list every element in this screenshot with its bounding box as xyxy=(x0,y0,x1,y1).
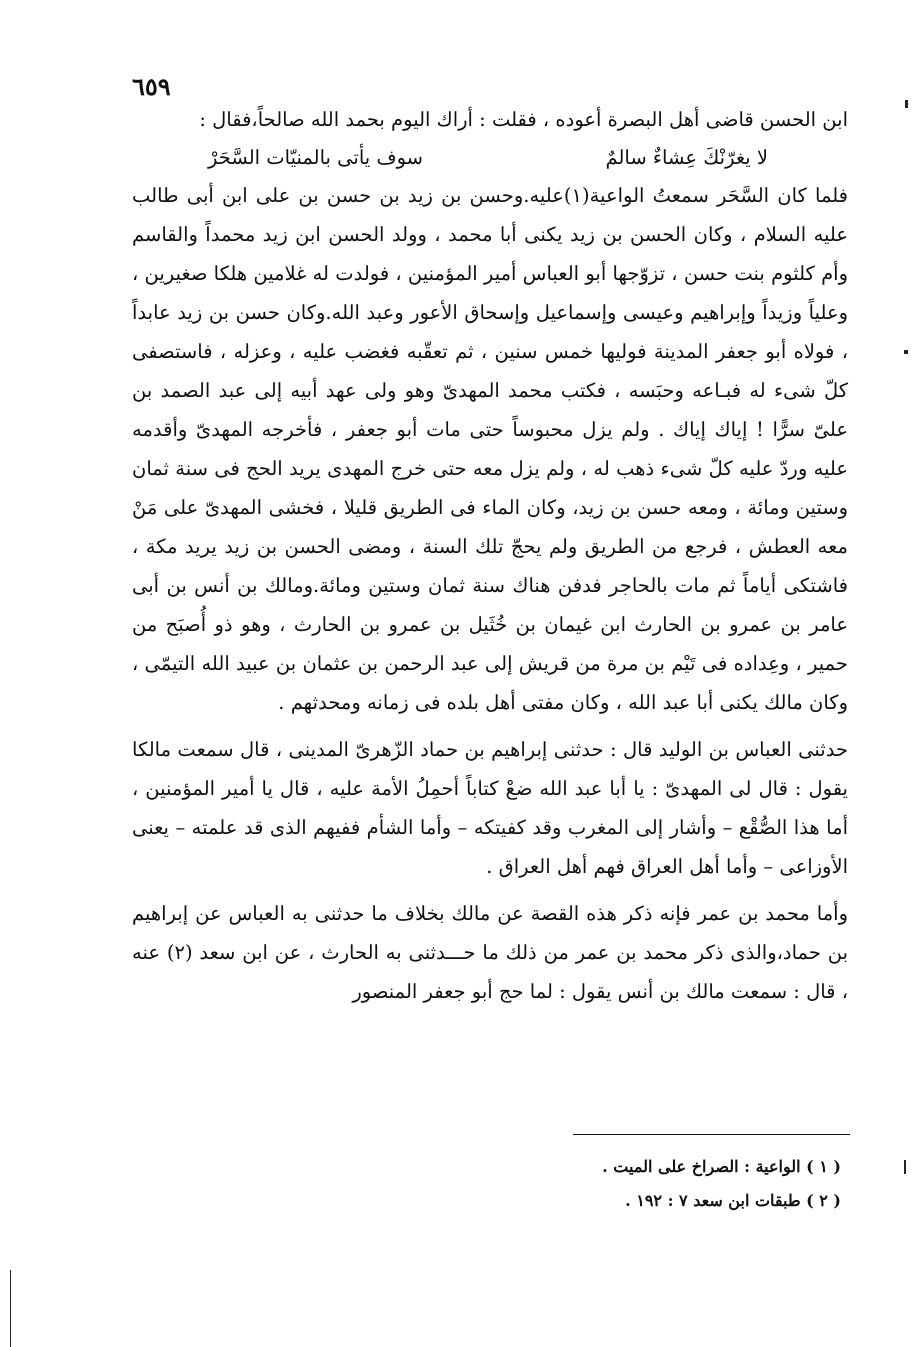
paragraph-1: ابن الحسن قاضى أهل البصرة أعوده ، فقلت : أراك اليوم بحمد الله صالحاً،فقال : xyxy=(199,108,848,131)
footnote-1: ( ١ ) الواعية : الصراخ على الميت . xyxy=(602,1157,841,1176)
scan-mark xyxy=(904,1160,906,1174)
scan-mark xyxy=(905,100,908,108)
footnotes xyxy=(281,1150,841,1218)
verse-first-hemistich: لا يغرّنْكَ عِشاءٌ سالمٌ xyxy=(605,146,768,169)
scan-mark xyxy=(904,350,908,354)
main-text xyxy=(132,100,848,1011)
scan-mark xyxy=(10,1270,11,1347)
paragraph-2: فلما كان السَّحَر سمعتُ الواعية(١)عليه.وحسن بن زيد بن حسن بن على ابن أبى طالب عليه السلام ، وكان الحسن بن زيد يكنى أبا محمد ، وولد الحسن ابن زيد محمداً والقاسم وأم كلثوم بنت حسن ، تزوّجها أبو العباس أمير المؤمنين ، فولدت له غلامين هلكا صغيرين ، وعلياً وزيداً وإبراهيم وعيسى وإسماعيل وإسحاق الأعور وعبد الله.وكان حسن بن زيد عابداً ، فولاه أبو جعفر المدينة فوليها خمس سنين ، ثم تعقّبه فغضب عليه ، وعزله ، فاستصفى كلّ شىء له فبـاعه وحبَسه ، فكتب محمد المهدىّ وهو ولى عهد أبيه إلى عبد الصمد بن علىّ سرًّا ! إياك إياك . ولم يزل محبوساً حتى مات أبو جعفر ، فأخرجه المهدىّ وأقدمه عليه وردّ عليه كلّ شىء ذهب له ، ولم يزل معه حتى خرج المهدى يريد الحج فى سنة ثمان وستين ومائة ، ومعه حسن بن زيد، وكان الماء فى الطريق قليلا ، فخشى المهدىّ على مَنْ معه العطش ، فرجع من الطريق ولم يحجّ تلك السنة ، ومضى الحسن بن زيد يريد مكة ، فاشتكى أياماً ثم مات بالحاجر فدفن هناك سنة ثمان وستين ومائة.ومالك بن أنس بن أبى عامر بن عمرو بن الحارث ابن غيمان بن خُثَيل بن عمرو بن الحارث ، وهو ذو أُصبَح من حمير ، وعِداده فى تَيْم بن مرة من قريش إلى عبد الرحمن بن عثمان بن عبيد الله التيمّى ، وكان مالك يكنى أبا عبد الله ، وكان مفتى أهل بلده فى زمانه ومحدثهم . xyxy=(132,184,848,714)
poetry-verse xyxy=(208,139,768,176)
paragraph-3: حدثنى العباس بن الوليد قال : حدثنى إبراهيم بن حماد الزّهرىّ المدينى ، قال سمعت مالكا يقول : قال لى المهدىّ : يا أبا عبد الله ضعْ كتاباً أحمِلُ الأمة عليه ، قال يا أمير المؤمنين ، أما هذا الصُّقْع – وأشار إلى المغرب وقد كفيتكه – وأما الشأم ففيهم الذى قد علمته – يعنى الأوزاعى – وأما أهل العراق فهم أهل العراق . xyxy=(132,738,848,878)
footnote-divider xyxy=(573,1134,850,1135)
footnote-2: ( ٢ ) طبقات ابن سعد ٧ : ١٩٢ . xyxy=(625,1191,841,1210)
verse-second-hemistich: سوف يأتى بالمنيّات السَّحَرْ xyxy=(208,146,424,169)
paragraph-4: وأما محمد بن عمر فإنه ذكر هذه القصة عن مالك بخلاف ما حدثنى به العباس عن إبراهيم بن حماد،والذى ذكر محمد بن عمر من ذلك ما حـــدثنى به الحارث ، عن ابن سعد (٢) عنه ، قال : سمعت مالك بن أنس يقول : لما حج أبو جعفر المنصور xyxy=(132,902,849,1003)
page-number: ٦٥٩ xyxy=(132,72,171,101)
